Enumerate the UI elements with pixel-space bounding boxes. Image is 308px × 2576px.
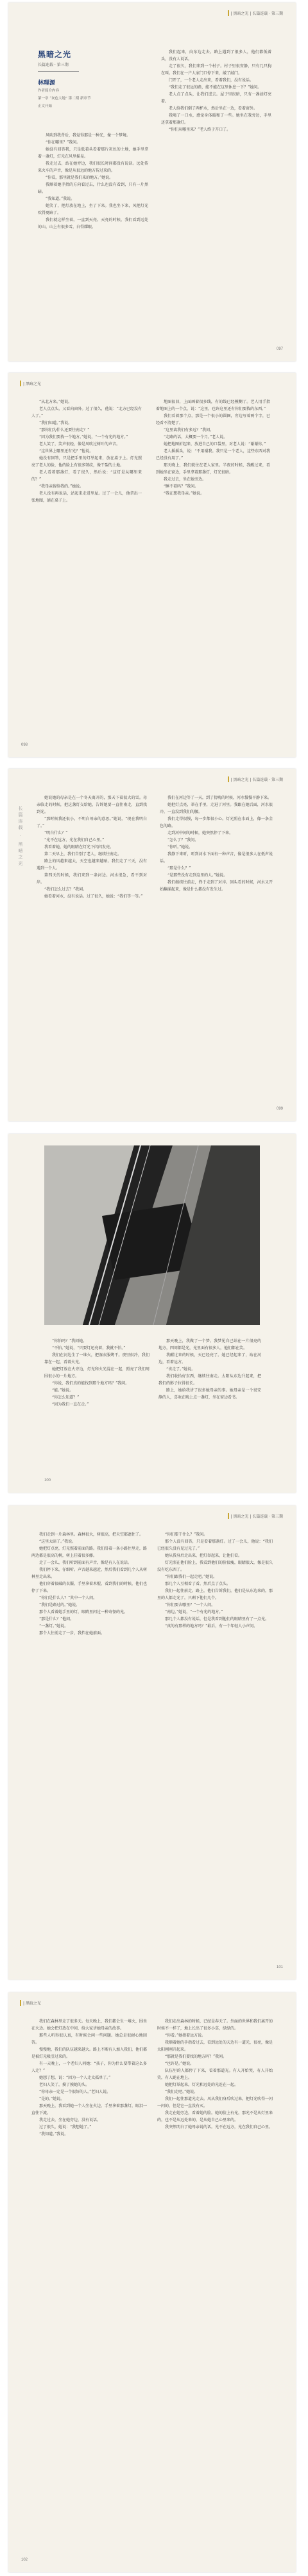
text-column-left xyxy=(31,2018,147,2138)
paragraph: 我静下来听，听到河水下面有一种声音，像是很多人在低声说话。 xyxy=(160,852,273,864)
paragraph: 我醒过来的时候，天已经亮了。她已经起来了，站在河边，看着远方。 xyxy=(158,1353,261,1365)
header-text: | 黑暗之光 | 长篇连载 · 第三期 xyxy=(230,1514,283,1519)
page-2 xyxy=(8,373,296,757)
paragraph: 慢慢地，我们的队伍越来越大。路上不断有人加入我们，他们都是被灯光吸引过来的。 xyxy=(31,2047,148,2059)
paragraph: 老人笑了，笑声很轻，像是风吹过树叶的声音。 xyxy=(39,442,121,447)
text-column-right xyxy=(156,398,270,497)
header-accent-bar xyxy=(20,2000,21,2006)
paragraph: 过了很久，她说：“我想她了。” xyxy=(39,2125,92,2129)
column-title: 黑暗之光 xyxy=(38,50,72,59)
text-column-right xyxy=(157,2018,273,2131)
paragraph: 我们一起往那道光走去。风从我们身后吹过来，把灯光吹得一闪一闪的，但是它一直没有灭。 xyxy=(157,2097,273,2108)
author-meta-1: 作者简介内容 xyxy=(38,89,60,93)
paragraph: 她从我身后走出来，把灯举起来，让他们看。 xyxy=(165,1554,243,1558)
paragraph: “我在想我母亲。”她说。 xyxy=(164,491,205,496)
vertical-title: 长篇连载 · 黑暗之光 xyxy=(18,806,23,867)
header-accent-bar xyxy=(20,381,21,386)
paragraph: 她没有回答我，只是低着头看着那片灰色的土地，她手里拿着一盏灯，灯光在风里摇晃。 xyxy=(38,147,148,159)
paragraph: 路上的风越来越大，天空也越来越暗。我们走了三天，没有遇到一个人。 xyxy=(37,859,147,871)
paragraph: 第二天早上，我们告别了老人，继续往南走。 xyxy=(44,852,122,857)
paragraph: “你怎么知道？” xyxy=(52,1395,80,1400)
paragraph: 第四天的时候，我们来到一条河边。河水很急，看不到对岸。 xyxy=(37,873,147,885)
paragraph: “一盏灯。”她说。 xyxy=(39,1624,69,1628)
paragraph: “怎么了？”我问。 xyxy=(167,838,199,842)
paragraph: “南边。”她说，“一个有光的地方。” xyxy=(165,1610,223,1614)
paragraph: 走到河中间的时候，她突然停了下来。 xyxy=(167,831,234,835)
page-number: 097 xyxy=(276,347,283,351)
paragraph: 我喝了一口水，感觉身体暖和了一些。她坐在我旁边，手里还拿着那盏灯。 xyxy=(161,113,271,125)
text-column-left xyxy=(31,1531,147,1637)
header-text: | 黑暗之光 xyxy=(23,2001,41,2006)
header-accent-bar xyxy=(228,10,229,16)
paragraph: 我们一起往前走。路上，他们告诉我们，他们是从东边来的，那里的人都走光了，只剩下他们几个。 xyxy=(157,1589,273,1600)
page-1 xyxy=(8,3,296,361)
paragraph: “那你们为什么还要往南走？” xyxy=(39,428,90,432)
paragraph: 地图很旧，上面画着很多线，有的线已经模糊了。老人用手指着地图上的一个点，说：“这里，也许这里还有你们要找的东西。” xyxy=(156,400,270,411)
text-column-right xyxy=(157,1531,273,1630)
paragraph: 我看着她，她的眼睛在灯光下闪闪发亮。 xyxy=(44,845,114,849)
paragraph: 那天晚上，我看到她一个人坐在火边，手里拿着那盏灯，眼泪一直往下流。 xyxy=(31,2104,148,2115)
author-meta-3: 正文开始 xyxy=(38,104,53,108)
paragraph: “你说，我们真的能找到那个地方吗？”我问。 xyxy=(52,1381,130,1386)
paragraph: “真的有那样的地方吗？”最后，有一个年轻人小声问。 xyxy=(165,1624,258,1628)
photograph xyxy=(44,1145,260,1325)
paragraph: “我们走了很远的路，能不能在这里休息一下？”她问。 xyxy=(169,85,262,90)
text-column-left xyxy=(44,1338,150,1408)
paragraph: 她没有回答，只是把手里的灯举起来，放在桌子上。灯光照亮了老人的脸，他的脸上有很多皱纹，像干裂的土地。 xyxy=(31,456,142,468)
paragraph: “光不在远方，光在我们自己心里。” xyxy=(44,838,105,842)
running-header xyxy=(20,381,41,386)
paragraph: “那是什么？” xyxy=(167,866,191,871)
paragraph: 路上，她给我讲了很多她母亲的事。她母亲是一个很安静的人，喜欢在晚上点一盏灯，坐在窗边看书。 xyxy=(158,1388,261,1400)
paragraph: 那个人往前走了一步，我挡在她前面。 xyxy=(39,1631,105,1636)
paragraph: 走了很久，我们来到一个村子。村子里很安静，只有几只狗在叫。我们在一户人家门口停下来，敲了敲门。 xyxy=(161,64,271,76)
paragraph: “我们走吧。”她说。 xyxy=(165,2090,198,2094)
paragraph: 老人没有再说话，站起来走进里屋。过了一会儿，他拿出一张地图，铺在桌子上。 xyxy=(31,491,142,503)
paragraph: 我们就这样坐着，一直到天亮。天亮的时候，我们看到远处的山，山上有很多雪，白得耀眼。 xyxy=(38,218,148,229)
paragraph: 我顺着她手指的方向看过去，什么也没有看到，只有一片黑暗。 xyxy=(38,183,148,194)
text-column-right xyxy=(160,794,273,893)
paragraph: “这里太暗了。”我说。 xyxy=(39,1539,76,1544)
paragraph: “我们知道。”我说。 xyxy=(39,421,73,425)
paragraph: “我们怎么过去？”我问。 xyxy=(44,887,87,892)
paragraph: 我们起来，向东边走去。路上遇到了很多人，他们都低着头，没有人说话。 xyxy=(161,50,271,62)
paragraph: “这里离我们有多远？”我问。 xyxy=(164,428,214,432)
paragraph: 老人给我们倒了两杯水，然后坐在一边，看着窗外。 xyxy=(169,106,258,111)
paragraph: “那时候我还很小，不明白母亲的意思。”她说，“现在我明白了。” xyxy=(37,817,147,828)
paragraph: “该走了。”她说。 xyxy=(166,1367,196,1372)
paragraph: “你们要干什么？”我问。 xyxy=(165,1532,208,1537)
paragraph: “你们是什么人？”其中一个人问。 xyxy=(39,1596,98,1600)
paragraph: “我们是路过的。”她说。 xyxy=(39,1603,80,1607)
paragraph: “我知道。”我说。 xyxy=(39,2132,69,2137)
paragraph: “从北方来。”她说。 xyxy=(39,400,73,404)
page-4 xyxy=(8,1134,296,1493)
paragraph: 老人看着那盏灯，看了很久，然后说：“这灯是从哪里来的？” xyxy=(31,470,142,482)
paragraph: 风吹到我背后，我觉得那是一种光，像一个梦境。 xyxy=(46,133,131,138)
paragraph: 门开了，一个老人走出来，看着我们，没有说话。 xyxy=(169,78,254,83)
running-header xyxy=(228,10,284,16)
paragraph: 她把灯点亮，举在手里，走进了河里。我跟在她后面，河水很冷，一直没到我们的腰。 xyxy=(160,803,273,814)
page-number: 102 xyxy=(21,2558,28,2562)
paragraph: 有一天晚上，一个老妇人问她：“孩子，你为什么要带着这么多人走？” xyxy=(31,2062,147,2073)
paragraph: 那天晚上，我做了一个梦。我梦见自己站在一片很亮的地方，四周都是光，光里面有很多人，他们都在笑。 xyxy=(158,1339,261,1350)
paragraph: “因为我们要找一个地方。”她说，“一个有光的地方。” xyxy=(39,435,128,439)
paragraph: 那几个人都没有说话，但是我看到他们的眼睛里有了一点光。 xyxy=(165,1617,270,1621)
text-column-right xyxy=(161,49,271,133)
paragraph: 她想了想，说：“因为一个人走太孤单了。” xyxy=(39,2076,111,2080)
paragraph: “我知道。”我说。 xyxy=(46,197,75,201)
paragraph: 我们走得很慢，每一步都很小心。灯光照在水面上，像一条金色的路。 xyxy=(160,817,273,828)
header-accent-bar xyxy=(228,776,229,782)
header-text: | 黑暗之光 xyxy=(23,382,41,386)
title-block xyxy=(38,49,90,110)
paragraph: “不怕。”她说，“只要灯还亮着，我就不怕。” xyxy=(52,1346,126,1350)
page-number: 101 xyxy=(276,1965,283,1969)
title-divider xyxy=(38,71,79,72)
page-3 xyxy=(8,769,296,1121)
running-header xyxy=(228,776,284,782)
paragraph: 灯光照在他们脸上，我看到他们的脸很瘦，眼睛很大，像是很久没有吃东西了。 xyxy=(157,1561,273,1572)
paragraph: 她把灯举起来，灯光和远处的光连在一起。 xyxy=(165,2083,239,2087)
paragraph: 那个人没有回答，只是看着那盏灯。过了一会儿，他说：“我们已经很久没有见过光了。” xyxy=(157,1539,273,1551)
paragraph: 她笑了，把灯放在地上，坐了下来。我也坐下来，风把灯光吹得更暗了。 xyxy=(38,204,148,215)
paragraph: 老人摇摇头，说：“不用谢我。我只是一个老人，这些东西对我已经没有用了。” xyxy=(156,449,270,461)
paragraph: 我走在她旁边，看着她的脸。她的脸上有光，那光不是从灯里来的，也不是从远处来的，是从她自己心里来的。 xyxy=(157,2111,273,2122)
header-accent-bar xyxy=(228,1513,229,1519)
paragraph: “睡不着吗？”我问。 xyxy=(164,484,199,489)
paragraph: “你怕吗？”我问她。 xyxy=(52,1339,87,1343)
header-text: | 黑暗之光 | 长篇连载 · 第三期 xyxy=(230,778,283,782)
paragraph: 他们穿着很破的衣服，手里拿着木棍，看到我们的时候，他们也停了下来。 xyxy=(31,1582,148,1593)
page-number: 098 xyxy=(21,743,28,747)
paragraph: “走路的话，大概要一个月。”老人说。 xyxy=(164,435,228,439)
paragraph: 老人点点头，又看向窗外。过了很久，他说：“北方已经没有人了。” xyxy=(31,407,142,418)
paragraph: 走了一会儿，我们听到前面有声音，像是有人在说话。 xyxy=(39,1561,132,1565)
page-5 xyxy=(8,1505,296,1980)
author-name: 林理源 xyxy=(38,79,56,86)
paragraph: 那个人看着她手里的灯，眼睛里闪过一种奇怪的光。 xyxy=(39,1610,128,1614)
paragraph: “你看，那里就是我们来的地方。”她说。 xyxy=(46,176,114,180)
paragraph: “那就是我们要找的地方吗？”我问。 xyxy=(165,2055,227,2059)
paragraph: “那是什么？”他问。 xyxy=(39,1617,74,1621)
paragraph: 我们收拾好东西，继续往南走。太阳从东边升起来，把我们的影子拉得很长。 xyxy=(158,1374,261,1386)
paragraph: 老人点了点头，让我们进去。屋子里很暗，只有一盏油灯亮着。 xyxy=(161,92,271,104)
text-column-left xyxy=(31,398,142,504)
paragraph: 我们在河边等了一天，到了傍晚的时候，河水慢慢平静下来。 xyxy=(167,796,272,800)
paragraph: 我走过去，站在她旁边，我们很长时间都没有说话。远处传来火车的声音，像是从很远的地方传过来的。 xyxy=(38,161,148,173)
paragraph: “是那些没有走到这里的人。”她说。 xyxy=(167,873,228,878)
paragraph: 她把地图折起来，放进自己的口袋里，对老人说：“谢谢你。” xyxy=(164,442,266,447)
paragraph: “你在哪里？”我问。 xyxy=(46,140,81,145)
paragraph: 那几个人互相看了看，然后点了点头。 xyxy=(165,1582,231,1586)
paragraph: 我走过去，坐在她旁边，没有说话。 xyxy=(39,2118,101,2122)
page-number: 100 xyxy=(44,1479,51,1482)
paragraph: 我走过去，坐在她旁边。 xyxy=(164,477,207,482)
paragraph: “因为我们一直在走。” xyxy=(52,1402,89,1407)
paragraph: “是的。”她说。 xyxy=(39,2097,65,2101)
text-column-left xyxy=(38,132,148,231)
paragraph: “你母亲一定是一个很好的人。”老妇人说。 xyxy=(39,2090,111,2094)
paragraph: 我顺着她的手指看过去，看到远处的天边有一道光，很亮，像是太阳刚刚升起来。 xyxy=(157,2040,273,2052)
paragraph: “你看。”她指着远方说。 xyxy=(165,2033,206,2038)
paragraph: 那天晚上，我们就住在老人家里。半夜的时候，我醒过来，看到她坐在窗边，手里拿着那盏灯，灯光很暗。 xyxy=(156,463,270,475)
paragraph: “也许是。”她说。 xyxy=(165,2062,194,2066)
paragraph: “你们跟我们一起走吧。”她说。 xyxy=(165,1575,218,1579)
paragraph: 队伍里的人都停了下来，看着那道光。有人开始哭，有人开始笑，有人跪在地上。 xyxy=(157,2069,273,2080)
paragraph: 我们在河边生了一堆火，把湿衣服烤干。夜里很冷，我们靠在一起，看着火光。 xyxy=(44,1353,150,1365)
photo-illustration xyxy=(44,1145,260,1325)
paragraph: 她说她的母亲是在一个冬天离开的，那天下着很大的雪。母亲临走的时候，把这盏灯交给她，告诉她要一直往南走，直到找到光。 xyxy=(37,796,147,814)
paragraph: “你们从哪里来？”老人终于开口了。 xyxy=(169,127,231,132)
paragraph: 她把灯放在火旁边，灯光和火光混在一起，照亮了我们周围很小的一片地方。 xyxy=(44,1367,150,1379)
column-subtitle: 长篇连载 · 第三期 xyxy=(38,63,69,67)
header-text: | 黑暗之光 | 长篇连载 · 第三期 xyxy=(230,12,283,16)
paragraph: “你们要去哪里？”一个人问。 xyxy=(165,1603,216,1607)
text-column-left xyxy=(37,794,147,900)
paragraph: 我们走到一片森林里。森林很大，树很高，把天空都遮住了。 xyxy=(39,1532,144,1537)
running-header xyxy=(20,2000,41,2006)
author-meta-2: 第一章 “灰色大地” 第二期 新章节 xyxy=(38,97,91,101)
paragraph: “我母亲留给我的。”她说。 xyxy=(39,484,84,489)
paragraph: “这世界上哪里还有光？”他说。 xyxy=(39,449,94,454)
paragraph: 老妇人笑了，摸了摸她的头。 xyxy=(39,2083,90,2087)
paragraph: 我们停下来，仔细听。声音越来越近，然后我们看到几个人从树林里走出来。 xyxy=(31,1568,148,1579)
paragraph: 我们看着那个点，那是一个很小的圆圈，旁边写着两个字，已经看不清楚了。 xyxy=(156,414,270,425)
page-number: 099 xyxy=(276,1107,283,1111)
paragraph: 我突然明白了她母亲说的话。光不在远方，光在我们自己心里。 xyxy=(165,2125,273,2129)
paragraph: “明白什么？” xyxy=(44,831,68,835)
paragraph: 我们继续往前走，终于走到了对岸。回头看的时候，河水又开始翻涌起来，像是什么都没有发生过。 xyxy=(160,880,273,892)
paragraph: 我们走出森林的时候，已经是春天了。外面的世界和我们离开的时候不一样了，地上长出了很多小草，绿绿的。 xyxy=(157,2019,273,2031)
paragraph: 她看着河水，没有说话。过了很久，她说：“我们等一等。” xyxy=(44,894,143,899)
running-header xyxy=(228,1513,284,1519)
paragraph: 我们在森林里走了很多天。每天晚上，我们都会生一堆火，围坐在火边。她会把灯放在中间，给大家讲她母亲的故事。 xyxy=(31,2019,148,2031)
paragraph: 她把灯点亮，灯光照着前面的路。我们沿着一条小路往里走，路两边都是很高的树，树上挂着很多藤。 xyxy=(31,1546,148,1558)
text-column-right xyxy=(158,1338,261,1401)
paragraph: 那些人听得很认真，有时候会问一些问题。她总是很耐心地回答。 xyxy=(31,2033,147,2045)
paragraph: “你听。”她说。 xyxy=(167,845,193,849)
paragraph: “能。”她说。 xyxy=(52,1388,74,1393)
page-6 xyxy=(8,1992,296,2572)
